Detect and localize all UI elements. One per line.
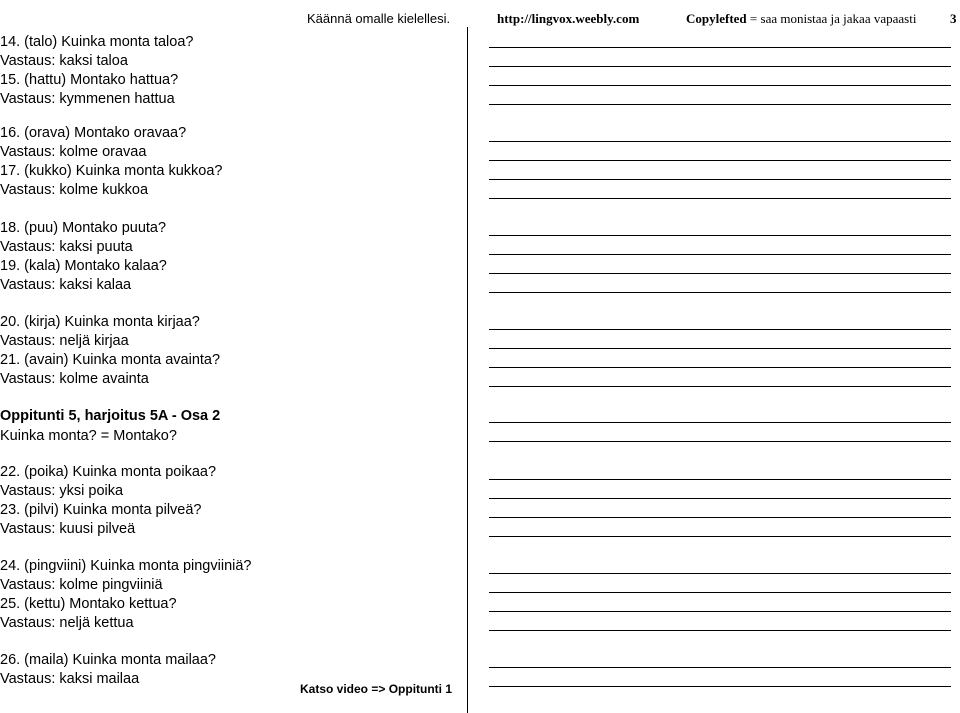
writing-line[interactable] [489,611,951,612]
writing-line[interactable] [489,422,951,423]
answer-line: Vastaus: yksi poika [0,483,124,499]
writing-line[interactable] [489,329,951,330]
header-translate-label: Käännä omalle kielellesi. [307,11,451,26]
writing-line[interactable] [489,104,951,105]
writing-line[interactable] [489,160,951,161]
question-line: 20. (kirja) Kuinka monta kirjaa? [0,314,200,330]
question-line: 17. (kukko) Kuinka monta kukkoa? [0,163,223,179]
answer-line: Vastaus: kolme avainta [0,371,149,387]
answer-line: Vastaus: kolme pingviiniä [0,577,163,593]
writing-line[interactable] [489,667,951,668]
writing-line[interactable] [489,441,951,442]
writing-line[interactable] [489,536,951,537]
writing-line[interactable] [489,517,951,518]
column-divider [467,27,468,713]
question-line: 18. (puu) Montako puuta? [0,220,167,236]
question-line: 21. (avain) Kuinka monta avainta? [0,352,221,368]
question-line: 24. (pingviini) Kuinka monta pingviiniä? [0,558,252,574]
writing-line[interactable] [489,592,951,593]
writing-line[interactable] [489,141,951,142]
answer-line: Vastaus: kolme oravaa [0,144,147,160]
answer-line: Vastaus: neljä kirjaa [0,333,129,349]
header-copyleft [686,11,916,27]
section-subheading: Kuinka monta? = Montako? [0,428,177,444]
question-line: 14. (talo) Kuinka monta taloa? [0,34,194,50]
answer-line: Vastaus: kolme kukkoa [0,182,149,198]
answer-line: Vastaus: kaksi kalaa [0,277,132,293]
section-heading: Oppitunti 5, harjoitus 5A - Osa 2 [0,408,221,424]
answer-line: Vastaus: kymmenen hattua [0,91,175,107]
writing-line[interactable] [489,235,951,236]
answer-line: Vastaus: kaksi taloa [0,53,128,69]
question-line: 19. (kala) Montako kalaa? [0,258,167,274]
writing-line[interactable] [489,386,951,387]
writing-line[interactable] [489,498,951,499]
page-number: 3 [950,11,957,26]
question-line: 15. (hattu) Montako hattua? [0,72,179,88]
writing-line[interactable] [489,686,951,687]
question-line: 25. (kettu) Montako kettua? [0,596,177,612]
writing-line[interactable] [489,479,951,480]
answer-line: Vastaus: kaksi mailaa [0,671,140,687]
writing-line[interactable] [489,66,951,67]
writing-line[interactable] [489,273,951,274]
question-line: 26. (maila) Kuinka monta mailaa? [0,652,216,668]
copyleft-text: = saa monistaa ja jakaa vapaasti [746,11,917,26]
writing-line[interactable] [489,47,951,48]
footer-video-note: Katso video => Oppitunti 1 [300,682,453,696]
answer-line: Vastaus: neljä kettua [0,615,134,631]
question-line: 16. (orava) Montako oravaa? [0,125,187,141]
writing-line[interactable] [489,367,951,368]
header-url[interactable]: http://lingvox.weebly.com [497,11,640,26]
copyleft-label: Copylefted [686,11,747,26]
answer-line: Vastaus: kuusi pilveä [0,521,136,537]
question-line: 22. (poika) Kuinka monta poikaa? [0,464,217,480]
writing-line[interactable] [489,198,951,199]
writing-line[interactable] [489,85,951,86]
writing-line[interactable] [489,292,951,293]
writing-line[interactable] [489,179,951,180]
writing-line[interactable] [489,630,951,631]
question-line: 23. (pilvi) Kuinka monta pilveä? [0,502,202,518]
answer-line: Vastaus: kaksi puuta [0,239,133,255]
writing-line[interactable] [489,573,951,574]
writing-line[interactable] [489,348,951,349]
writing-line[interactable] [489,254,951,255]
